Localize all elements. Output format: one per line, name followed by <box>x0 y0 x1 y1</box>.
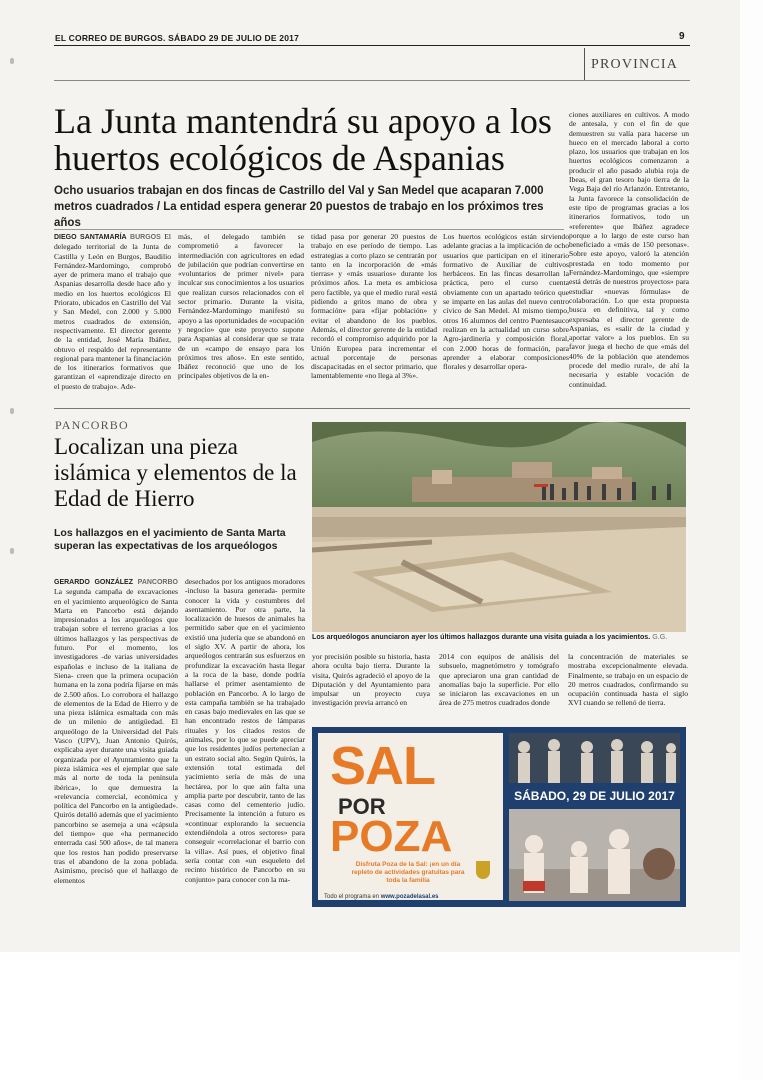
publication-header: EL CORREO DE BURGOS. SÁBADO 29 DE JULIO DE 2017 <box>55 33 299 43</box>
ad-crowd-image <box>509 733 680 783</box>
article2-column-2: desechados por los antiguos moradores -incluso la basura generada- permite conocer la vida y costumbres del asentamiento. Por otra parte, la localización de huesos de animales ha permitido saber que en el yacimiento existió una judería que se abandonó en el siglo XV. A partir de ahora, los arqueólogos centrarán sus esfuerzos en profundizar la excavación hasta llegar a la roca de la base, donde podría hallarse el primer asentamiento de población en Pancorbo. A lo largo de esta campaña también se ha trabajado en casas bajo medievales en las que se han encontrado restos de lámparas rituales y los citados restos de animales, por lo que se puede apreciar que los residentes judíos pertenecían a un estrato social alto. Según Quirós, la extensión total estimada del yacimiento sería de más de una hectárea, por lo que aún falta una amplia parte por descubrir, tanto de las casas como del cementerio judío. Precisamente la intención a futuro es «continuar explorando la secuencia extendiéndola a otros sectores» para conseguir «correlacionar el barrio con la villa». Así pues, el objetivo final sería contar con «un esqueleto del recinto histórico de Pancorbo en su conjunto» para conocer con la ma- <box>185 577 305 884</box>
ad-program-line <box>324 894 439 900</box>
article-separator <box>54 408 690 409</box>
ad-sal-word: SAL <box>330 736 435 796</box>
page-number: 9 <box>679 31 685 42</box>
article2-column-4: 2014 con equipos de análisis del subsuelo, magnetómetro y tomógrafo que apreciaron una gran cantidad de anomalías bajo la superficie. Por ello se iniciaron las excavaciones en un área de 275 metros cuadrados donde <box>439 652 559 708</box>
ad-date-banner: SÁBADO, 29 DE JULIO 2017 <box>509 783 680 809</box>
article2-col1-text: La segunda campaña de excavaciones en el yacimiento arqueológico de Santa Marta en Pancorbo está dejando impresionados a los arqueólogos que trabajan sobre el terreno gracias a los últimos hallazgos y las perspectivas de futuro. Por el momento, los investigadores -de varias universidades españolas e incluso de la italiana de Siena- creen que la primera ocupación humana en la zona podría fijarse en más de 2.500 años. Lo corrobora el hallazgo de elementos de la Edad de Hierro y de una pieza islámica esmaltada con más de un milenio de antigüedad. El arqueólogo de la Universidad del País Vasco (UPV), Juan Antonio Quirós, explicaba ayer durante una visita guiada organizada por el Ayuntamiento que la pieza islámica «es el ejemplar que sale más al norte de toda la península ibérica», lo que demuestra la «relevancia comercial, económica y política del Pancorbo en la antigüedad». Quirós detalló además que el yacimiento pancorbino se asemeja a una «cápsula del tiempo» que «ha permanecido enterrada casi 500 años», de tal manera que los restos han podido preservarse tras el abandono de la zona poblada. Asimismo, precisó que el hallazgo de elementos <box>54 587 178 885</box>
article1-byline: DIEGO SANTAMARÍA <box>54 234 127 241</box>
excavation-photo-image <box>312 422 686 632</box>
sal-por-poza-ad[interactable] <box>312 727 686 907</box>
section-rule <box>54 80 690 81</box>
article1-column-4: Los huertos ecológicos están sirviendo adelante gracias a la implicación de ocho usuarios que participan en el itinerario formativo de Auxiliar de cultivos herbáceos. En las fincas desarrollan la práctica, pero el curso cuenta obviamente con un apartado teórico que se imparte en las aulas del nuevo centro cívico de San Medel. Al mismo tiempo, otros 16 alumnos del centro Puentesauco realizan en la actualidad un curso sobre Agro-jardinería y composición floral, con 2.000 horas de formación, para aprender a elaborar composiciones florales y desarrollar opera- <box>443 232 569 372</box>
article2-column-5: la concentración de materiales se mostraba excepcionalmente elevada. Finalmente, se trabajo en un espacio de 20 metros cuadrados, confirmando su ocupación continuada hasta el siglo XVI cuando se rellenó de tierra. <box>568 652 688 708</box>
article1-column-5: ciones auxiliares en cultivos. A modo de antesala, y con el fin de que demuestren su valía para hacerse un hueco en el mercado laboral a corto plazo, los usuarios que trabajan en los huertos ecológicos comenzaron a producir el año pasado alubia roja de Ibeas, el gran tesoro bajo tierra de la Vega Baja del río Arlanzón. Entretanto, la Junta favorece la consolidación de este tipo de programas gracias a los itinerarios formativos, todo un «referente» que Ibáñez agradece porque a lo largo de este curso han beneficiado a «más de 150 personas». Sobre este apoyo, valoró la atención prestada en todo momento por Fernández-Mardomingo, que «siempre está detrás de nuestros proyectos» para estudiar «nuevas fórmulas» de colaboración. Lo que esta propuesta busca en definitiva, tal y como expresaba el director gerente de Aspanias, es «salir de la ciudad y aportar valor» a los pueblos. En su favor juega el hecho de que «más del 40% de la población que atendemos procede del medio rural», de ahí la necesaria y estable vocación de continuidad. <box>569 110 689 389</box>
article2-tag: PANCORBO <box>55 418 129 432</box>
article2-column-3: yor precisión posible su historia, hasta ahora oculta bajo tierra. Durante la visita, Quirós agradeció el apoyo de la Diputación y del Ayuntamiento para impulsar un proyecto cuya investigación previa arrancó en <box>312 652 430 708</box>
article2-headline: Localizan una pieza islámica y elementos de la Edad de Hierro <box>54 434 297 511</box>
article1-column-1 <box>54 232 171 402</box>
coat-of-arms-icon <box>476 861 490 879</box>
binder-hole <box>10 548 14 554</box>
ad-program-prefix: Todo el programa en <box>324 894 380 900</box>
section-tag <box>584 48 691 80</box>
ad-left-panel <box>318 733 503 900</box>
article2-byline: GERARDO GONZÁLEZ <box>54 579 133 586</box>
photo-caption-text: Los arqueólogos anunciaron ayer los últimos hallazgos durante una visita guiada a los yacimientos. <box>312 633 651 641</box>
photo-caption <box>312 633 688 641</box>
excavation-photo <box>312 422 686 632</box>
photo-credit: G.G. <box>652 633 668 641</box>
ad-program-url[interactable]: www.pozadelasal.es <box>380 894 439 900</box>
article2-column-1 <box>54 577 178 909</box>
article1-byline-place: BURGOS <box>130 234 161 241</box>
ad-por-word: POR <box>338 794 386 819</box>
ad-poza-word: POZA <box>330 812 453 861</box>
section-label: PROVINCIA <box>591 57 679 72</box>
binder-hole <box>10 58 14 64</box>
article1-headline: La Junta mantendrá su apoyo a los huertos ecológicos de Aspanias <box>54 101 552 178</box>
article1-deck: Ocho usuarios trabajan en dos fincas de Castrillo del Val y San Medel que acaparan 7.000 metros cuadrados / La entidad espera generar 20 puestos de trabajo en los próximos tres años <box>54 185 544 229</box>
article2-byline-place: PANCORBO <box>137 579 178 586</box>
header-rule <box>54 45 690 46</box>
binder-hole <box>10 408 14 414</box>
ad-children-image <box>509 809 680 901</box>
ad-slogan: Disfruta Poza de la Sal: ¡en un día repleto de actividades gratuitas para toda la familia <box>351 861 465 884</box>
ad-children-photo <box>509 809 680 901</box>
scan-margin <box>740 0 763 1080</box>
article1-col1-text: El delegado territorial de la Junta de Castilla y León en Burgos, Baudilio Fernández-Mardomingo, comprobó ayer de primera mano el trabajo que Aspanias desarrolla desde hace año y medio en los huertos ecológicos El Priorato, ubicados en Castrillo del Val y San Medel, con 2.000 y 5.000 metros cuadrados de extensión, respectivamente. El director gerente de la entidad, José María Ibáñez, obtuvo el respaldo del representante regional para mantener la financiación de los itinerarios formativos que garantizan el «aprendizaje directo en el puesto de trabajo». Ade- <box>54 232 171 391</box>
article2-deck: Los hallazgos en el yacimiento de Santa Marta superan las expectativas de los arqueólogos <box>54 527 286 552</box>
article1-column-3: tidad pasa por generar 20 puestos de trabajo en ese período de tiempo. Las estrategias a corto plazo se centrarán por tanto en la incorporación de «más tierras» y «más usuarios» durante los próximos años. La meta es ambiciosa pero factible, ya que el medio rural «está pidiendo a gritos mano de obra y formación» para «fijar población» y evitar el abandono de los pueblos. Además, el director gerente de la entidad recordó el compromiso adquirido por la Unión Europea para incrementar el actual porcentaje de personas discapacitadas en el sector primario, que lamentablemente «no llega al 3%». <box>311 232 437 381</box>
ad-crowd-photo <box>509 733 680 783</box>
deck-rule <box>54 229 564 230</box>
article1-column-2: más, el delegado también se comprometió a favorecer la intermediación con agricultores en edad de jubilación que podrían convertirse en «voluntarios de primer nivel» para inculcar sus conocimientos a los usuarios que realizan cursos relacionados con el sector primario. Durante la visita, Fernández-Mardomingo manifestó su apoyo a las oportunidades de «ocupación y negocio» que este proyecto supone para Aspanias al considerar que se trata de un «campo de ensayo para los próximos tres años». En este sentido, Ibáñez reconoció que uno de los principales objetivos de la en- <box>178 232 304 381</box>
